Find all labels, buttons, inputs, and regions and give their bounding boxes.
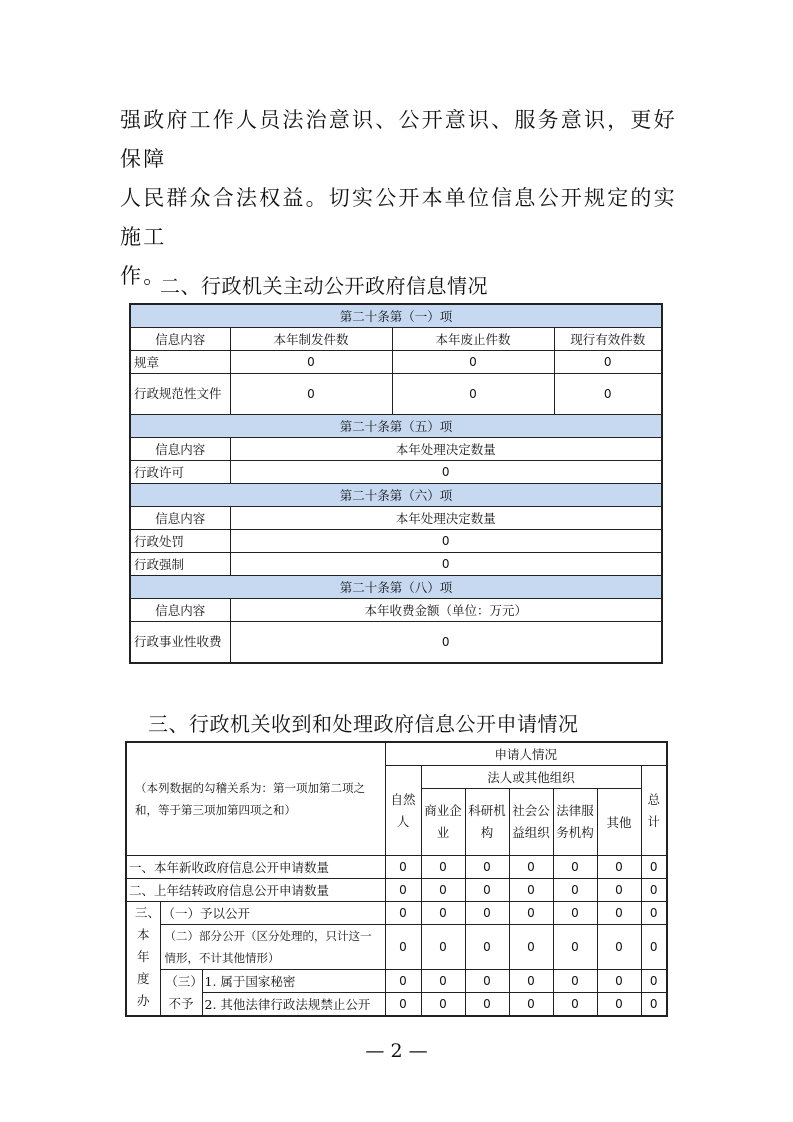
group-label: 三、本年度办 <box>126 902 160 1017</box>
col-header: 信息内容 <box>130 599 230 622</box>
cell-value: 0 <box>385 902 421 925</box>
cell-value: 0 <box>553 879 597 902</box>
cell-value: 0 <box>553 902 597 925</box>
cell-value: 0 <box>465 856 509 879</box>
table-row <box>130 415 662 438</box>
cell-value: 0 <box>421 925 465 970</box>
cell-value: 0 <box>509 970 553 993</box>
applicant-header: 申请人情况 <box>385 742 667 766</box>
table-row <box>130 530 662 553</box>
row-label: 行政处罚 <box>130 530 230 553</box>
row-label: 二、上年结转政府信息公开申请数量 <box>126 879 385 902</box>
row-label: 行政许可 <box>130 461 230 484</box>
cell-value: 0 <box>553 993 597 1017</box>
cell-value: 0 <box>230 622 662 664</box>
table-row <box>126 993 667 1017</box>
section-3-title: 三、行政机关收到和处理政府信息公开申请情况 <box>148 712 579 736</box>
cell-value: 0 <box>597 970 641 993</box>
col-research: 科研机构 <box>465 789 509 856</box>
cell-value: 0 <box>597 879 641 902</box>
relation-note: （本列数据的勾稽关系为：第一项加第二项之和，等于第三项加第四项之和） <box>126 742 385 856</box>
cell-value: 0 <box>509 902 553 925</box>
cell-value: 0 <box>509 925 553 970</box>
col-total: 总计 <box>641 766 667 856</box>
block-header: 第二十条第（六）项 <box>130 484 662 507</box>
cell-value: 0 <box>641 970 667 993</box>
table-row <box>126 902 667 925</box>
table-row <box>130 576 662 599</box>
table-row <box>130 351 662 374</box>
col-header: 本年收费金额（单位：万元） <box>230 599 662 622</box>
intro-line: 人民群众合法权益。切实公开本单位信息公开规定的实施工 <box>120 186 677 249</box>
row-label: 行政强制 <box>130 553 230 576</box>
col-header: 信息内容 <box>130 507 230 530</box>
table-row <box>126 970 667 993</box>
col-header: 本年处理决定数量 <box>230 438 662 461</box>
cell-value: 0 <box>421 902 465 925</box>
table-row <box>130 622 662 664</box>
cell-value: 0 <box>553 925 597 970</box>
cell-value: 0 <box>597 993 641 1017</box>
col-header: 现行有效件数 <box>554 328 662 351</box>
row-label: 2. 其他法律行政法规禁止公开 <box>202 993 385 1017</box>
col-commercial: 商业企业 <box>421 789 465 856</box>
application-handling-table <box>125 741 668 1017</box>
cell-value: 0 <box>597 902 641 925</box>
cell-value: 0 <box>465 970 509 993</box>
table-row <box>130 374 662 415</box>
cell-value: 0 <box>509 879 553 902</box>
table-row <box>130 438 662 461</box>
col-social: 社会公益组织 <box>509 789 553 856</box>
refuse-label: （三）不予 <box>160 970 202 1017</box>
cell-value: 0 <box>385 993 421 1017</box>
block-header: 第二十条第（五）项 <box>130 415 662 438</box>
section-2-title: 二、行政机关主动公开政府信息情况 <box>160 274 488 298</box>
cell-value: 0 <box>465 993 509 1017</box>
col-other: 其他 <box>597 789 641 856</box>
row-label: 行政规范性文件 <box>130 374 230 415</box>
cell-value: 0 <box>392 351 554 374</box>
col-header: 信息内容 <box>130 328 230 351</box>
cell-value: 0 <box>385 925 421 970</box>
org-header: 法人或其他组织 <box>421 766 641 789</box>
col-natural-person: 自然人 <box>385 766 421 856</box>
row-label: 规章 <box>130 351 230 374</box>
table-row <box>130 328 662 351</box>
cell-value: 0 <box>641 856 667 879</box>
cell-value: 0 <box>230 553 662 576</box>
cell-value: 0 <box>597 925 641 970</box>
col-header: 信息内容 <box>130 438 230 461</box>
block-header: 第二十条第（八）项 <box>130 576 662 599</box>
cell-value: 0 <box>392 374 554 415</box>
cell-value: 0 <box>421 856 465 879</box>
cell-value: 0 <box>554 351 662 374</box>
cell-value: 0 <box>597 856 641 879</box>
table-row <box>130 304 662 328</box>
cell-value: 0 <box>509 993 553 1017</box>
table-row <box>126 742 667 766</box>
cell-value: 0 <box>465 925 509 970</box>
cell-value: 0 <box>385 970 421 993</box>
col-header: 本年制发件数 <box>230 328 392 351</box>
table-row <box>130 553 662 576</box>
table-row <box>126 856 667 879</box>
cell-value: 0 <box>421 993 465 1017</box>
table-row <box>126 879 667 902</box>
cell-value: 0 <box>230 530 662 553</box>
row-label: 1. 属于国家秘密 <box>202 970 385 993</box>
table-row <box>130 461 662 484</box>
cell-value: 0 <box>553 856 597 879</box>
col-legal: 法律服务机构 <box>553 789 597 856</box>
cell-value: 0 <box>553 970 597 993</box>
col-header: 本年废止件数 <box>392 328 554 351</box>
active-disclosure-table <box>129 303 663 664</box>
row-label: （二）部分公开（区分处理的，只计这一情形，不计其他情形） <box>160 925 385 970</box>
intro-paragraph <box>120 101 680 296</box>
cell-value: 0 <box>421 879 465 902</box>
cell-value: 0 <box>421 970 465 993</box>
table-row <box>130 484 662 507</box>
cell-value: 0 <box>465 902 509 925</box>
cell-value: 0 <box>385 879 421 902</box>
cell-value: 0 <box>554 374 662 415</box>
row-label: 行政事业性收费 <box>130 622 230 664</box>
col-header: 本年处理决定数量 <box>230 507 662 530</box>
cell-value: 0 <box>385 856 421 879</box>
intro-line: 作。 <box>120 264 167 288</box>
table-row <box>130 599 662 622</box>
cell-value: 0 <box>641 879 667 902</box>
cell-value: 0 <box>641 925 667 970</box>
row-label: 一、本年新收政府信息公开申请数量 <box>126 856 385 879</box>
cell-value: 0 <box>230 351 392 374</box>
cell-value: 0 <box>230 374 392 415</box>
table-row <box>130 507 662 530</box>
cell-value: 0 <box>641 993 667 1017</box>
cell-value: 0 <box>230 461 662 484</box>
block-header: 第二十条第（一）项 <box>130 304 662 328</box>
cell-value: 0 <box>465 879 509 902</box>
cell-value: 0 <box>641 902 667 925</box>
row-label: （一）予以公开 <box>160 902 385 925</box>
cell-value: 0 <box>509 856 553 879</box>
table-row <box>126 925 667 970</box>
intro-line: 强政府工作人员法治意识、公开意识、服务意识，更好保障 <box>120 108 677 171</box>
page-number: — 2 — <box>365 1040 428 1062</box>
